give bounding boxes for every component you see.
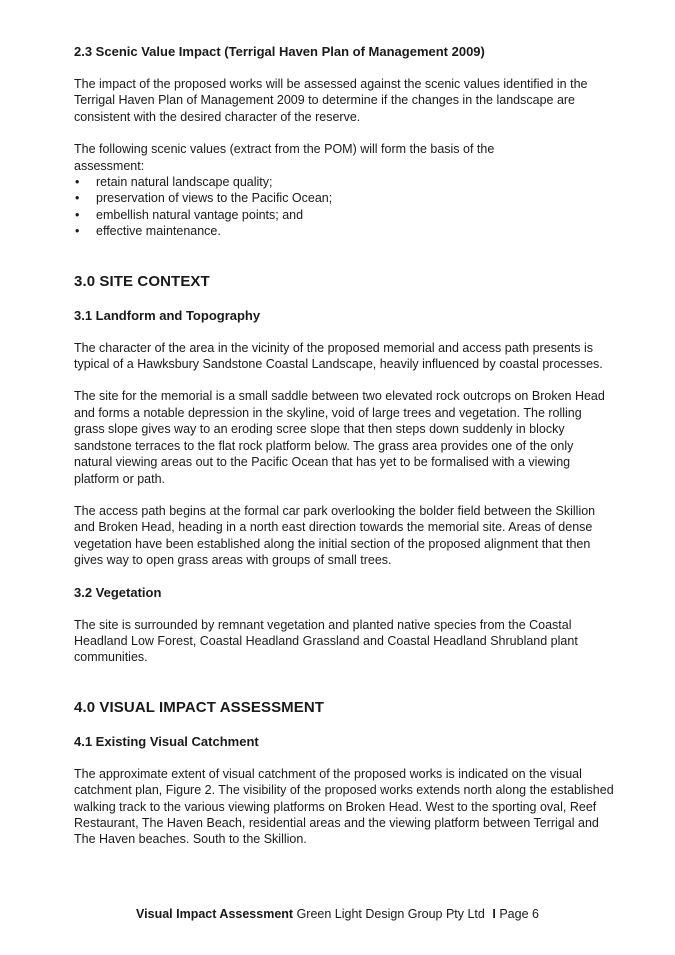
footer-company: Green Light Design Group Pty Ltd (296, 907, 485, 921)
page-footer (0, 906, 675, 922)
section-3-1-heading: 3.1 Landform and Topography (74, 307, 261, 323)
section-3-2-paragraph-1: The site is surrounded by remnant vegetation and planted native species from the Coastal Headland Low Forest, Coastal Headland Grassland and Coastal Headland Shrubland plant communities. (74, 617, 578, 665)
footer-separator: I (492, 907, 496, 921)
footer-page-number: Page 6 (499, 907, 539, 921)
section-2-3-heading: 2.3 Scenic Value Impact (Terrigal Haven Plan of Management 2009) (74, 44, 485, 59)
scenic-values-list (74, 174, 614, 240)
section-3-0-heading: 3.0 SITE CONTEXT (74, 272, 210, 290)
list-item: • retain natural landscape quality; (74, 174, 614, 190)
document-page (74, 40, 614, 848)
list-item: • embellish natural vantage points; and (74, 207, 614, 223)
section-3-2-heading: 3.2 Vegetation (74, 584, 162, 600)
list-item: • preservation of views to the Pacific Ocean; (74, 190, 614, 206)
section-4-0-heading: 4.0 VISUAL IMPACT ASSESSMENT (74, 698, 325, 716)
section-4-1-heading: 4.1 Existing Visual Catchment (74, 733, 259, 749)
section-3-1-paragraph-3: The access path begins at the formal car park overlooking the bolder field between the Skillion and Broken Head, heading in a north east direction towards the memorial site. Areas of dense vegetation have been established along the initial section of the proposed alignment that then gives way to open grass areas with groups of small trees. (74, 503, 596, 568)
section-2-3-paragraph-1: The impact of the proposed works will be assessed against the scenic values identified in the Terrigal Haven Plan of Management 2009 to determine if the changes in the landscape are consistent with the desired character of the reserve. (74, 77, 588, 124)
footer-document-title: Visual Impact Assessment (136, 907, 294, 921)
list-item: • effective maintenance. (74, 223, 614, 239)
section-3-1-paragraph-2: The site for the memorial is a small saddle between two elevated rock outcrops on Broken Head and forms a notable depression in the skyline, void of large trees and vegetation. The rolling grass slope gives way to an eroding scree slope that then steps down suddenly in blocky sandstone terraces to the flat rock platform below. The grass area provides one of the only natural viewing areas out to the Pacific Ocean that has yet to be formalised with a viewing platform or path. (74, 389, 605, 486)
section-4-1-paragraph-1: The approximate extent of visual catchment of the proposed works is indicated on the visual catchment plan, Figure 2. The visibility of the proposed works extends north along the established walking track to the various viewing platforms on Broken Head. West to the sporting oval, Reef Restaurant, The Haven Beach, residential areas and the viewing platform between Terrigal and The Haven beaches. South to the Skillion. (74, 766, 614, 847)
section-2-3-paragraph-2: The following scenic values (extract from the POM) will form the basis of the assessment: (74, 142, 495, 173)
section-3-1-paragraph-1: The character of the area in the vicinity of the proposed memorial and access path presents is typical of a Hawksbury Sandstone Coastal Landscape, heavily influenced by coastal processes. (74, 340, 603, 372)
